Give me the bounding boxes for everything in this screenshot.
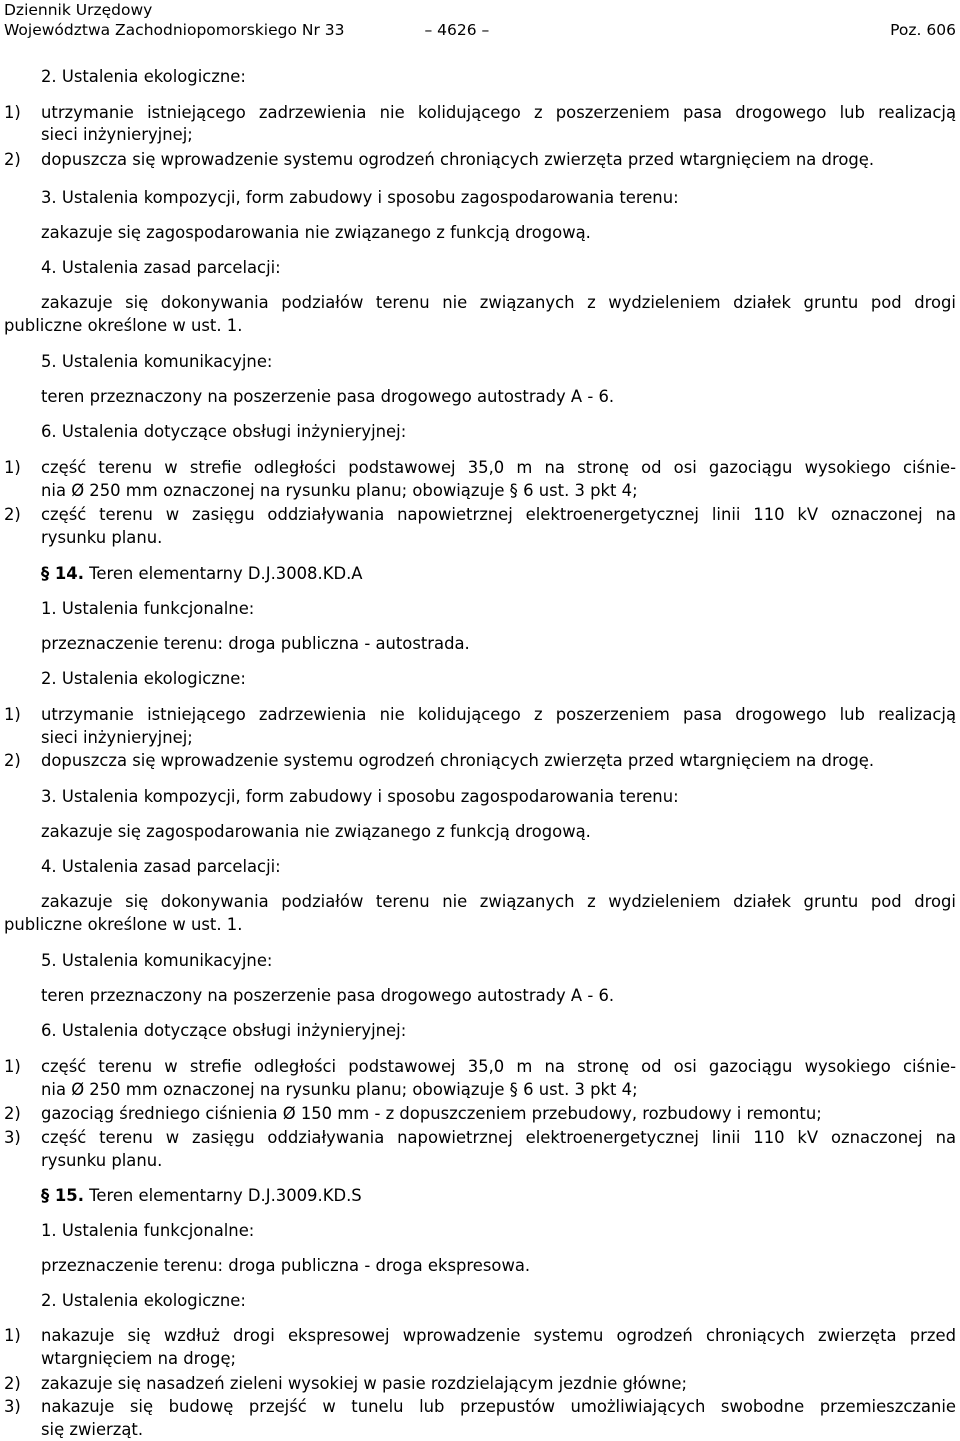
text-line: sieci inżynieryjnej;: [41, 125, 193, 144]
text-line: 1. Ustalenia funkcjonalne:: [41, 599, 255, 618]
text-line: rysunku planu.: [41, 528, 163, 547]
page-number: – 4626 –: [424, 21, 490, 39]
list-number: 2): [4, 1104, 21, 1123]
section-heading: [41, 563, 363, 585]
text-line: utrzymanie istniejącego zadrzewienia nie kolidującego z poszerzeniem pasa drogowego lub realizacją: [41, 705, 956, 724]
section-number: § 15.: [41, 1186, 84, 1205]
text-line: część terenu w strefie odległości podstawowej 35,0 m na stronę od osi gazociągu wysokiego ciśnie-: [41, 1057, 956, 1076]
text-line: 2. Ustalenia ekologiczne:: [41, 67, 246, 86]
text-line: nia Ø 250 mm oznaczonej na rysunku planu; obowiązuje § 6 ust. 3 pkt 4;: [41, 1080, 638, 1099]
text-line: 4. Ustalenia zasad parcelacji:: [41, 258, 281, 277]
text-line: dopuszcza się wprowadzenie systemu ogrodzeń chroniących zwierzęta przed wtargnięciem na drogę.: [41, 751, 875, 770]
journal-subtitle: Województwa Zachodniopomorskiego Nr 33: [4, 21, 345, 39]
text-line: część terenu w zasięgu oddziaływania napowietrznej elektroenergetycznej linii 110 kV oznaczonej na: [41, 505, 956, 524]
section-title: Teren elementarny D.J.3009.KD.S: [83, 1186, 362, 1205]
text-line: publiczne określone w ust. 1.: [4, 915, 243, 934]
text-line: 6. Ustalenia dotyczące obsługi inżynieryjnej:: [41, 1021, 407, 1040]
list-number: 3): [4, 1397, 21, 1416]
journal-title: Dziennik Urzędowy: [4, 1, 153, 19]
section-heading: [41, 1185, 362, 1207]
text-line: się zwierząt.: [41, 1420, 144, 1439]
text-line: dopuszcza się wprowadzenie systemu ogrodzeń chroniących zwierzęta przed wtargnięciem na drogę.: [41, 150, 875, 169]
list-number: 1): [4, 1326, 21, 1345]
text-line: część terenu w zasięgu oddziaływania napowietrznej elektroenergetycznej linii 110 kV oznaczonej na: [41, 1128, 956, 1147]
text-line: sieci inżynieryjnej;: [41, 728, 193, 747]
list-number: 1): [4, 705, 21, 724]
text-line: przeznaczenie terenu: droga publiczna - droga ekspresowa.: [41, 1256, 531, 1275]
section-number: § 14.: [41, 564, 84, 583]
list-number: 3): [4, 1128, 21, 1147]
text-line: zakazuje się zagospodarowania nie związanego z funkcją drogową.: [41, 822, 591, 841]
list-number: 1): [4, 1057, 21, 1076]
text-line: 5. Ustalenia komunikacyjne:: [41, 352, 273, 371]
text-line: zakazuje się dokonywania podziałów terenu nie związanych z wydzieleniem działek gruntu pod drogi: [41, 293, 956, 312]
text-line: część terenu w strefie odległości podstawowej 35,0 m na stronę od osi gazociągu wysokiego ciśnie-: [41, 458, 956, 477]
text-line: nia Ø 250 mm oznaczonej na rysunku planu; obowiązuje § 6 ust. 3 pkt 4;: [41, 481, 638, 500]
text-line: 6. Ustalenia dotyczące obsługi inżynieryjnej:: [41, 422, 407, 441]
list-number: 1): [4, 103, 21, 122]
list-number: 2): [4, 1374, 21, 1393]
text-line: nakazuje się budowę przejść w tunelu lub przepustów umożliwiających swobodne przemieszczanie: [41, 1397, 956, 1416]
list-number: 2): [4, 505, 21, 524]
list-number: 2): [4, 751, 21, 770]
text-line: 5. Ustalenia komunikacyjne:: [41, 951, 273, 970]
text-line: zakazuje się zagospodarowania nie związanego z funkcją drogową.: [41, 223, 591, 242]
text-line: teren przeznaczony na poszerzenie pasa drogowego autostrady A - 6.: [41, 986, 615, 1005]
text-line: 2. Ustalenia ekologiczne:: [41, 669, 246, 688]
text-line: zakazuje się dokonywania podziałów terenu nie związanych z wydzieleniem działek gruntu pod drogi: [41, 892, 956, 911]
list-number: 1): [4, 458, 21, 477]
text-line: wtargnięciem na drogę;: [41, 1349, 237, 1368]
text-line: teren przeznaczony na poszerzenie pasa drogowego autostrady A - 6.: [41, 387, 615, 406]
text-line: utrzymanie istniejącego zadrzewienia nie kolidującego z poszerzeniem pasa drogowego lub realizacją: [41, 103, 956, 122]
text-line: nakazuje się wzdłuż drogi ekspresowej wprowadzenie systemu ogrodzeń chroniących zwierzęta przed: [41, 1326, 956, 1345]
position-number: Poz. 606: [890, 21, 956, 39]
text-line: zakazuje się nasadzeń zieleni wysokiej w pasie rozdzielającym jezdnie główne;: [41, 1374, 687, 1393]
text-line: 4. Ustalenia zasad parcelacji:: [41, 857, 281, 876]
text-line: 3. Ustalenia kompozycji, form zabudowy i sposobu zagospodarowania terenu:: [41, 188, 679, 207]
text-line: 1. Ustalenia funkcjonalne:: [41, 1221, 255, 1240]
text-line: 2. Ustalenia ekologiczne:: [41, 1291, 246, 1310]
text-line: gazociąg średniego ciśnienia Ø 150 mm - z dopuszczeniem przebudowy, rozbudowy i remontu;: [41, 1104, 822, 1123]
header-row: [4, 20, 956, 40]
section-title: Teren elementarny D.J.3008.KD.A: [83, 564, 363, 583]
text-line: przeznaczenie terenu: droga publiczna - autostrada.: [41, 634, 470, 653]
text-line: publiczne określone w ust. 1.: [4, 316, 243, 335]
text-line: rysunku planu.: [41, 1151, 163, 1170]
page-header: [4, 0, 956, 40]
list-number: 2): [4, 150, 21, 169]
text-line: 3. Ustalenia kompozycji, form zabudowy i sposobu zagospodarowania terenu:: [41, 787, 679, 806]
